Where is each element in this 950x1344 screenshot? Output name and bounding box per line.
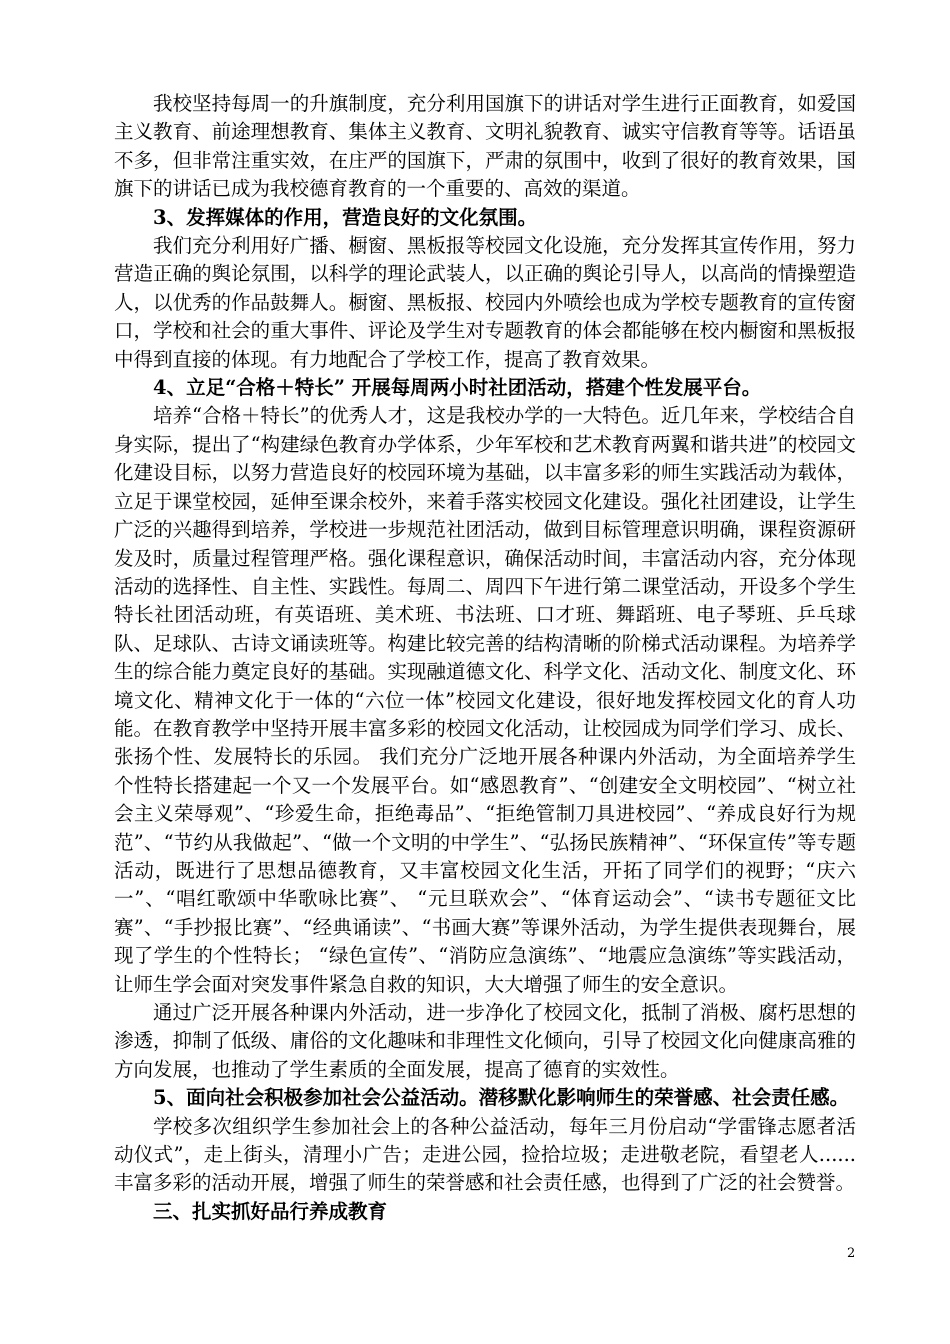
page-number: 2 [847,1246,856,1261]
heading-public-welfare: 5、面向社会积极参加社会公益活动。潜移默化影响师生的荣誉感、社会责任感。 [153,1086,850,1110]
heading-club-activities: 4、立足“合格＋特长” 开展每周两小时社团活动，搭建个性发展平台。 [153,376,762,400]
paragraph-public-welfare: 学校多次组织学生参加社会上的各种公益活动，每年三月份启动“学雷锋志愿者活动仪式”，走上街头，清理小广告；走进公园，捡拾垃圾；走进敬老院，看望老人......丰富多彩的活动开展，增强了师生的荣誉感和社会责任感，也得到了广泛的社会赞誉。 [114,1114,856,1195]
paragraph-media-facilities: 我们充分利用好广播、橱窗、黑板报等校园文化设施，充分发挥其宣传作用，努力营造正确的舆论氛围，以科学的理论武装人，以正确的舆论引导人，以高尚的情操塑造人，以优秀的作品鼓舞人。橱窗、黑板报、校园内外喷绘也成为学校专题教育的宣传窗口，学校和社会的重大事件、评论及学生对专题教育的体会都能够在校内橱窗和黑板报中得到直接的体现。有力地配合了学校工作，提高了教育效果。 [114,234,856,371]
paragraph-club-activities: 培养“合格＋特长”的优秀人才，这是我校办学的一大特色。近几年来，学校结合自身实际，提出了“构建绿色教育办学体系，少年军校和艺术教育两翼和谐共进”的校园文化建设目标，以努力营造良好的校园环境为基础，以丰富多彩的师生实践活动为载体，立足于课堂校园，延伸至课余校外，来着手落实校园文化建设。强化社团建设，让学生广泛的兴趣得到培养，学校进一步规范社团活动，做到目标管理意识明确，课程资源研发及时，质量过程管理严格。强化课程意识，确保活动时间，丰富活动内容，充分体现活动的选择性、自主性、实践性。每周二、周四下午进行第二课堂活动，开设多个学生特长社团活动班，有英语班、美术班、书法班、口才班、舞蹈班、电子琴班、乒乓球队、足球队、古诗文诵读班等。构建比较完善的结构清晰的阶梯式活动课程。为培养学生的综合能力奠定良好的基础。实现融道德文化、科学文化、活动文化、制度文化、环境文化、精神文化于一体的“六位一体”校园文化建设，很好地发挥校园文化的育人功能。在教育教学中坚持开展丰富多彩的校园文化活动，让校园成为同学们学习、成长、张扬个性、发展特长的乐园。 我们充分广泛地开展各种课内外活动，为全面培养学生个性特长搭建起一个又一个发展平台。如“感恩教育”、“创建安全文明校园”、“树立社会主义荣辱观”、“珍爱生命，拒绝毒品”、“拒绝管制刀具进校园”、“养成良好行为规范”、“节约从我做起”、“做一个文明的中学生”、“弘扬民族精神”、“环保宣传”等专题活动，既进行了思想品德教育，又丰富校园文化生活，开拓了同学们的视野；“庆六一”、“唱红歌颂中华歌咏比赛”、 “元旦联欢会”、“体育运动会”、“读书专题征文比赛”、“手抄报比赛”、“经典诵读”、“书画大赛”等课外活动，为学生提供表现舞台，展现了学生的个性特长； “绿色宣传”、“消防应急演练”、“地震应急演练”等实践活动，让师生学会面对突发事件紧急自救的知识，大大增强了师生的安全意识。 [114,404,856,996]
heading-conduct-education: 三、扎实抓好品行养成教育 [153,1199,388,1223]
page-body [114,90,856,1226]
paragraph-flag-ceremony: 我校坚持每周一的升旗制度，充分利用国旗下的讲话对学生进行正面教育，如爱国主义教育、前途理想教育、集体主义教育、文明礼貌教育、诚实守信教育等等。话语虽不多，但非常注重实效，在庄严的国旗下，严肃的氛围中，收到了很好的教育效果，国旗下的讲话已成为我校德育教育的一个重要的、高效的渠道。 [114,92,856,201]
paragraph-activity-effects: 通过广泛开展各种课内外活动，进一步净化了校园文化，抵制了消极、腐朽思想的渗透，抑制了低级、庸俗的文化趣味和非理性文化倾向，引导了校园文化向健康高雅的方向发展，也推动了学生素质的全面发展，提高了德育的实效性。 [114,1001,856,1081]
heading-media-role: 3、发挥媒体的作用，营造良好的文化氛围。 [153,205,538,229]
